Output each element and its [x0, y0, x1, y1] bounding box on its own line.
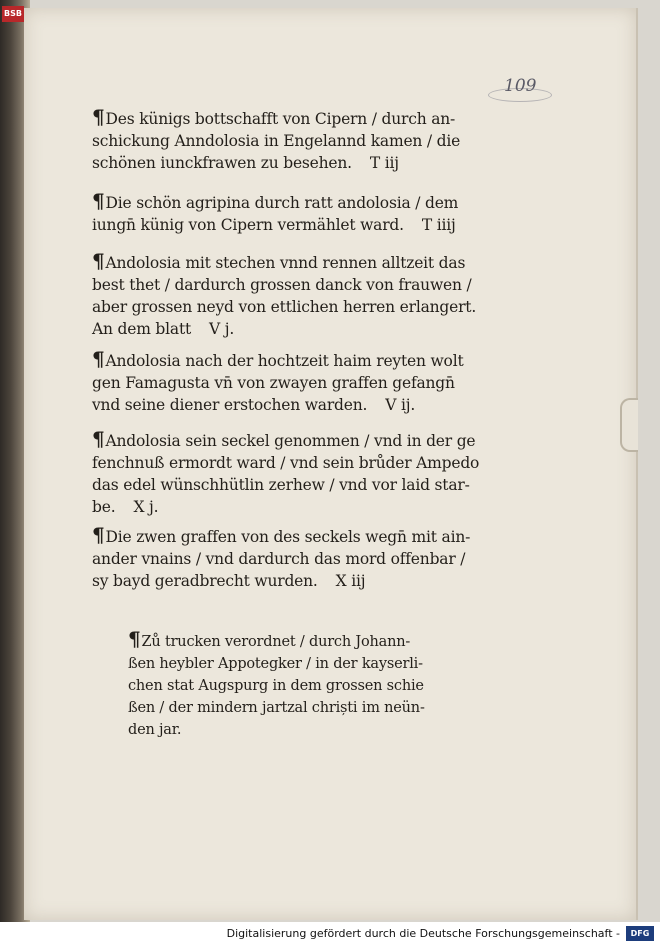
entry-line — [92, 318, 476, 340]
entry-line — [92, 106, 460, 130]
pilcrow-icon: ¶ — [92, 249, 105, 273]
entry-line — [92, 190, 458, 214]
line-text: aber grossen neyd von ettlichen herren erlangert. — [92, 298, 477, 316]
line-text: ßen / der mindern jartzal chriști im neün- — [128, 700, 425, 716]
line-text: schickung Anndolosia in Engelannd kamen / die — [92, 132, 461, 150]
line-text: sy bayd geradbrecht wurden. — [92, 572, 318, 590]
line-text: Zů trucken verordnet / durch Johann- — [141, 634, 411, 650]
toc-entry — [92, 348, 463, 416]
entry-line — [128, 719, 425, 741]
entry-line — [92, 274, 476, 296]
entry-line — [92, 250, 476, 274]
toc-entry — [92, 106, 460, 174]
entry-line — [92, 130, 460, 152]
pilcrow-icon: ¶ — [128, 627, 141, 651]
entry-line — [128, 697, 425, 719]
line-text: Die schön agripina durch ratt andolosia / dem — [105, 194, 459, 212]
entry-line — [92, 214, 458, 236]
line-text: schönen iunckfrawen zu besehen. — [92, 154, 352, 172]
entry-line — [128, 628, 425, 653]
footer-bar — [0, 922, 660, 946]
pilcrow-icon: ¶ — [92, 347, 105, 371]
line-text: iungn̄ künig von Cipern vermählet ward. — [92, 216, 404, 234]
pilcrow-icon: ¶ — [92, 427, 105, 451]
footer-text: Digitalisierung gefördert durch die Deutsche Forschungsgemeinschaft - — [226, 927, 620, 940]
line-text: Andolosia sein seckel genommen / vnd in der ge — [105, 432, 476, 450]
pilcrow-icon: ¶ — [92, 105, 105, 129]
line-text: vnd seine diener erstochen warden. — [92, 396, 368, 414]
entry-line — [92, 570, 470, 592]
pilcrow-icon: ¶ — [92, 523, 105, 547]
pilcrow-icon: ¶ — [92, 189, 105, 213]
leaf-reference: T iij — [369, 154, 399, 172]
leaf-reference: X iij — [335, 572, 366, 590]
line-text: ßen heybler Appotegker / in der kayserli- — [128, 656, 423, 672]
folio-number: 109 — [504, 76, 537, 96]
line-text: chen stat Augspurg in dem grossen schie — [128, 678, 424, 694]
line-text: gen Famagusta vn̄ von zwayen graffen gefangn̄ — [92, 374, 455, 392]
leaf-reference: V j. — [209, 320, 235, 338]
leaf-reference: X j. — [133, 498, 159, 516]
entry-line — [92, 548, 470, 570]
toc-entry — [92, 428, 479, 518]
entry-line — [92, 394, 463, 416]
line-text: Des künigs bottschafft von Cipern / durch an- — [105, 110, 456, 128]
line-text: den jar. — [128, 722, 182, 738]
line-text: Andolosia mit stechen vnnd rennen alltzeit das — [105, 254, 466, 272]
dfg-logo: DFG — [626, 926, 654, 941]
entry-line — [128, 675, 425, 697]
library-badge: BSB — [2, 6, 24, 22]
toc-entry — [92, 250, 476, 340]
leaf-reference: V ij. — [385, 396, 416, 414]
line-text: das edel wünschhütlin zerhew / vnd vor laid star- — [92, 476, 470, 494]
line-text: ander vnains / vnd dardurch das mord offenbar / — [92, 550, 466, 568]
line-text: Andolosia nach der hochtzeit haim reyten wolt — [105, 352, 464, 370]
entry-line — [92, 152, 460, 174]
entry-line — [92, 496, 479, 518]
entry-line — [92, 524, 470, 548]
entry-line — [92, 452, 479, 474]
toc-entry — [92, 190, 458, 236]
toc-entry — [92, 524, 470, 592]
entry-line — [92, 428, 479, 452]
leaf-reference: T iiij — [421, 216, 456, 234]
entry-line — [92, 474, 479, 496]
line-text: An dem blatt — [92, 320, 192, 338]
entry-line — [92, 296, 476, 318]
page-edge-tab — [620, 398, 638, 452]
entry-line — [92, 348, 463, 372]
line-text: fenchnuß ermordt ward / vnd sein brůder Ampedo — [92, 454, 480, 472]
colophon — [128, 628, 425, 741]
line-text: be. — [92, 498, 116, 516]
entry-line — [92, 372, 463, 394]
line-text: Die zwen graffen von des seckels wegn̄ mit ain- — [105, 528, 471, 546]
entry-line — [128, 653, 425, 675]
line-text: best thet / dardurch grossen danck von frauwen / — [92, 276, 472, 294]
